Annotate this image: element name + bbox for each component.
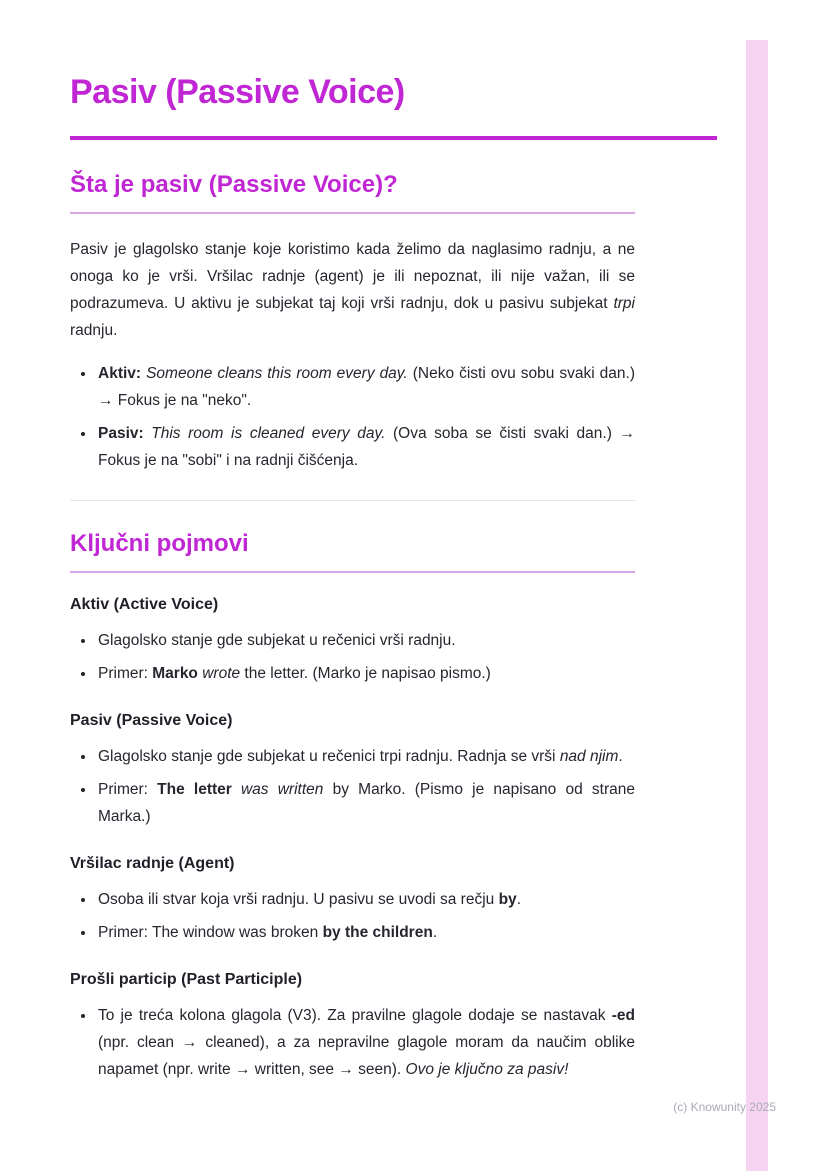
paragraph-text: radnju. [70,322,118,339]
bullet-bold: by [498,891,517,908]
bullet-bold: The letter [157,781,232,798]
bullet-text: Glagolsko stanje gde subjekat u rečenici vrši radnju. [98,632,456,649]
list-item [96,919,635,946]
list-item [96,1002,635,1083]
list-item [96,743,635,770]
section-rule [70,571,635,573]
intro-paragraph [70,236,635,344]
bullet-text: the letter. (Marko je napisao pismo.) [240,665,491,682]
section-rule [70,212,635,214]
bullet-text: Primer: [98,665,153,682]
bullet-text: . [432,924,438,941]
section-heading-what-is-passive: Šta je pasiv (Passive Voice)? [70,171,398,198]
bullet-text: (Ova soba se čisti svaki dan.) → Fokus je na "sobi" i na radnji čišćenja. [98,425,635,469]
intro-bullet-list [70,360,635,474]
side-stripe-decoration [746,40,768,1171]
bullet-text: Primer: [98,781,158,798]
term-bullet-list [70,743,635,830]
bullet-text: Glagolsko stanje gde subjekat u rečenici trpi radnju. Radnja se vrši [98,748,560,765]
bullet-text: . [516,891,521,908]
bullet-text: (Neko čisti ovu sobu svaki dan.) → Fokus je na "neko". [98,365,635,409]
term-heading-past-participle: Prošli particip (Past Participle) [70,971,303,988]
list-item [96,360,635,414]
bullet-italic: Someone cleans this room every day. [141,365,408,382]
section-divider [70,500,635,501]
list-item [96,627,635,654]
bullet-text: Osoba ili stvar koja vrši radnju. U pasivu se uvodi sa rečju [98,891,499,908]
term-bullet-list [70,1002,635,1083]
bullet-text: (npr. clean → cleaned), a za nepravilne glagole moram da naučim oblike napamet (npr. write → written, see → seen). [98,1034,635,1078]
title-rule [70,136,717,140]
bullet-italic: was written [231,781,324,798]
bullet-italic: wrote [197,665,241,682]
section-heading-key-terms: Ključni pojmovi [70,530,249,557]
document-content [70,72,635,1083]
bullet-bold: by the children [322,924,433,941]
bullet-text: by Marko. (Pismo je napisano od strane Marka.) [98,781,636,825]
page-title: Pasiv (Passive Voice) [70,73,405,111]
term-heading-active-voice: Aktiv (Active Voice) [70,596,219,613]
bullet-text: To je treća kolona glagola (V3). Za pravilne glagole dodaje se nastavak [98,1007,612,1024]
list-item [96,886,635,913]
term-bullet-list [70,627,635,687]
bullet-bold: Marko [152,665,198,682]
bullet-bold: -ed [611,1007,635,1024]
bullet-italic: Ovo je ključno za pasiv! [405,1061,569,1078]
term-bullet-list [70,886,635,946]
bullet-text: . [618,748,623,765]
bullet-text: Primer: The window was broken [98,924,323,941]
paragraph-text: Pasiv je glagolsko stanje koje koristimo kada želimo da naglasimo radnju, a ne onoga ko je vrši. Vršilac radnje (agent) je ili nepoznat, ili nije važan, ili se podrazumeva. U aktivu je subjekat taj koji vrši radnju, dok u pasivu subjekat [70,241,635,312]
list-item [96,660,635,687]
list-item [96,776,635,830]
paragraph-italic: trpi [613,295,635,312]
bullet-italic: nad njim [559,748,619,765]
term-heading-agent: Vršilac radnje (Agent) [70,855,235,872]
term-heading-passive-voice: Pasiv (Passive Voice) [70,712,233,729]
bullet-bold: Pasiv: [98,425,144,442]
footer-watermark: (c) Knowunity 2025 [673,1100,776,1114]
list-item [96,420,635,474]
bullet-bold: Aktiv: [98,365,142,382]
bullet-italic: This room is cleaned every day. [143,425,386,442]
